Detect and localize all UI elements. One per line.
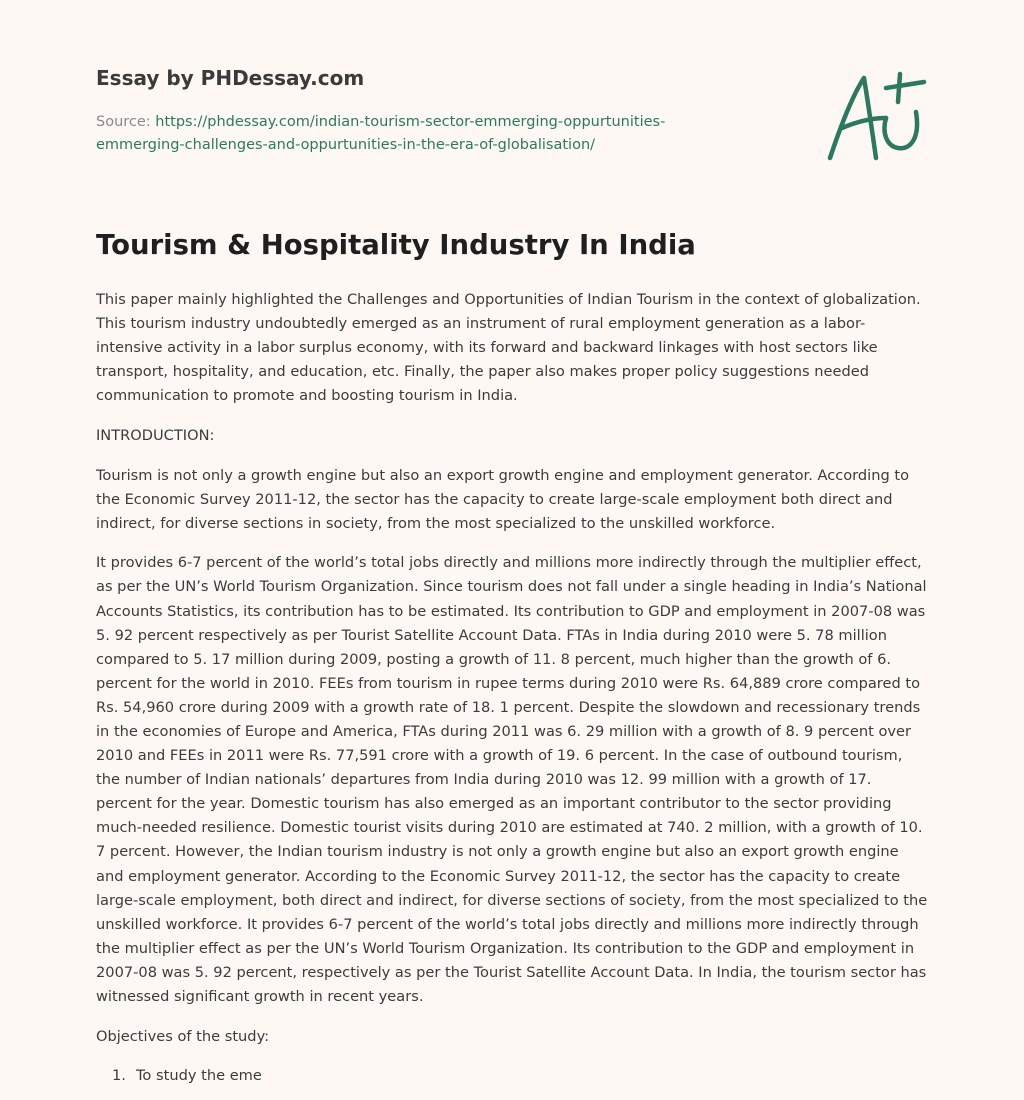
source-label: Source:: [96, 114, 156, 130]
header: [96, 64, 736, 157]
site-brand: Essay by PHDessay.com: [96, 66, 365, 90]
objectives-list: [96, 1064, 928, 1088]
source-line: [96, 111, 736, 157]
a-plus-logo-icon: [820, 66, 930, 166]
article-title: Tourism & Hospitality Industry In India: [96, 229, 696, 261]
statistics-paragraph: It provides 6-7 percent of the world’s total jobs directly and millions more indirectly through the multiplier effect, as per the UN’s World Tourism Organization. Since tourism does not fall under a single heading in India’s National Accounts Statistics, its contribution has to be estimated. Its contribution to GDP and employment in 2007-08 was 5. 92 percent respectively as per Tourist Satellite Account Data. FTAs in India during 2010 were 5. 78 million compared to 5. 17 million during 2009, posting a growth of 11. 8 percent, much higher than the growth of 6. percent for the world in 2010. FEEs from tourism in rupee terms during 2010 were Rs. 64,889 crore compared to Rs. 54,960 crore during 2009 with a growth rate of 18. 1 percent. Despite the slowdown and recessionary trends in the economies of Europe and America, FTAs during 2011 was 6. 29 million with a growth of 8. 9 percent over 2010 and FEEs in 2011 were Rs. 77,591 crore with a growth of 19. 6 percent. In the case of outbound tourism, the number of Indian nationals’ departures from India during 2010 was 12. 99 million with a growth of 17. percent for the year. Domestic tourism has also emerged as an important contributor to the sector providing much-needed resilience. Domestic tourist visits during 2010 are estimated at 740. 2 million, with a growth of 10. 7 percent. However, the Indian tourism industry is not only a growth engine but also an export growth engine and employment generator. According to the Economic Survey 2011-12, the sector has the capacity to create large-scale employment, both direct and indirect, for diverse sections of society, from the most specialized to the unskilled workforce. It provides 6-7 percent of the world’s total jobs directly and millions more indirectly through the multiplier effect as per the UN’s World Tourism Organization. Its contribution to the GDP and employment in 2007-08 was 5. 92 percent, respectively as per the Tourist Satellite Account Data. In India, the tourism sector has witnessed significant growth in recent years.: [96, 554, 928, 1006]
list-item-text: To study the eme: [136, 1067, 262, 1085]
objectives-heading: Objectives of the study:: [96, 1027, 270, 1045]
list-item: [112, 1064, 928, 1088]
intro-paragraph: Tourism is not only a growth engine but also an export growth engine and employment generator. According to the Economic Survey 2011-12, the sector has the capacity to create large-scale employment both direct and indirect, for diverse sections in society, from the most specialized to the unskilled workforce.: [96, 466, 910, 532]
source-link[interactable]: https://phdessay.com/indian-tourism-sector-emmerging-oppurtunities-emmerging-challenges-and-oppurtunities-in-the-era-of-globalisation/: [96, 114, 666, 153]
list-item-number: 1.: [112, 1067, 126, 1085]
abstract-paragraph: This paper mainly highlighted the Challenges and Opportunities of Indian Tourism in the context of globalization. This tourism industry undoubtedly emerged as an instrument of rural employment generation as a labor-intensive activity in a labor surplus economy, with its forward and backward linkages with host sectors like transport, hospitality, and education, etc. Finally, the paper also makes proper policy suggestions needed communication to promote and boosting tourism in India.: [96, 291, 921, 405]
introduction-heading: INTRODUCTION:: [96, 426, 215, 444]
article: [96, 226, 928, 1088]
